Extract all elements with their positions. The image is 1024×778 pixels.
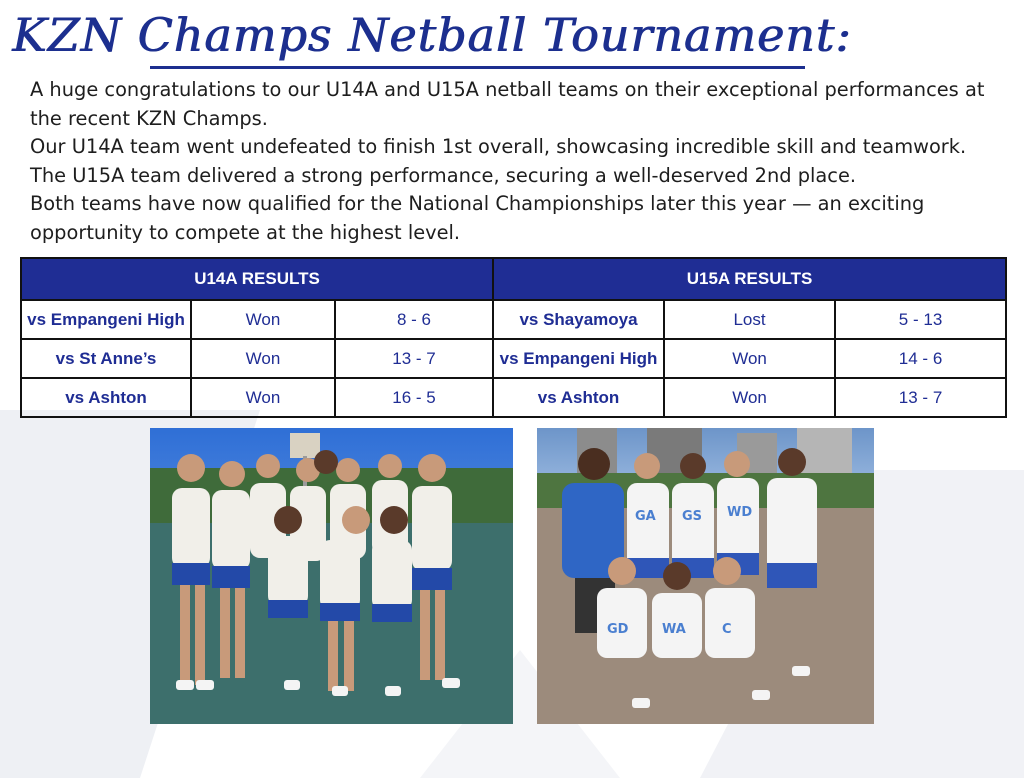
bib-label: WD [727, 505, 753, 520]
u14-result: Won [191, 339, 335, 378]
title-underline [150, 66, 805, 69]
u14-results-header: U14A RESULTS [21, 258, 493, 300]
u15-opponent: vs Empangeni High [493, 339, 664, 378]
intro-paragraph-3: The U15A team delivered a strong performance, securing a well-deserved 2nd place. [30, 163, 857, 187]
table-row [21, 300, 1006, 339]
table-row [21, 339, 1006, 378]
u15-results-header: U15A RESULTS [493, 258, 1006, 300]
intro-paragraph-2: Our U14A team went undefeated to finish 1st overall, showcasing incredible skill and teamwork. [30, 135, 967, 158]
u15-result: Lost [664, 300, 835, 339]
u15-score: 5 - 13 [835, 300, 1006, 339]
bib-label: WA [662, 622, 686, 637]
u14-team-photo [150, 428, 513, 724]
page-title: KZN Champs Netball Tournament: [12, 8, 852, 62]
u15-result: Won [664, 378, 835, 417]
u15-result: Won [664, 339, 835, 378]
bib-label: C [722, 622, 732, 637]
u14-score: 13 - 7 [335, 339, 493, 378]
results-header-row [21, 258, 1006, 300]
u15-score: 13 - 7 [835, 378, 1006, 417]
u14-score: 8 - 6 [335, 300, 493, 339]
u15-opponent: vs Shayamoya [493, 300, 664, 339]
u15-score: 14 - 6 [835, 339, 1006, 378]
bib-label: GA [635, 509, 656, 524]
u14-opponent: vs Empangeni High [21, 300, 191, 339]
u14-score: 16 - 5 [335, 378, 493, 417]
table-row [21, 378, 1006, 417]
bib-label: GD [607, 622, 629, 637]
intro-text [30, 76, 1020, 247]
u15-team-photo [537, 428, 874, 724]
u14-result: Won [191, 300, 335, 339]
intro-paragraph-4: Both teams have now qualified for the National Championships later this year — an exciting opportunity to compete at the highest level. [30, 192, 925, 244]
u15-opponent: vs Ashton [493, 378, 664, 417]
results-table [20, 257, 1007, 418]
u14-result: Won [191, 378, 335, 417]
intro-paragraph-1: A huge congratulations to our U14A and U15A netball teams on their exceptional performances at the recent KZN Champs. [30, 78, 985, 130]
u14-opponent: vs Ashton [21, 378, 191, 417]
bib-label: GS [682, 509, 703, 524]
u14-opponent: vs St Anne’s [21, 339, 191, 378]
